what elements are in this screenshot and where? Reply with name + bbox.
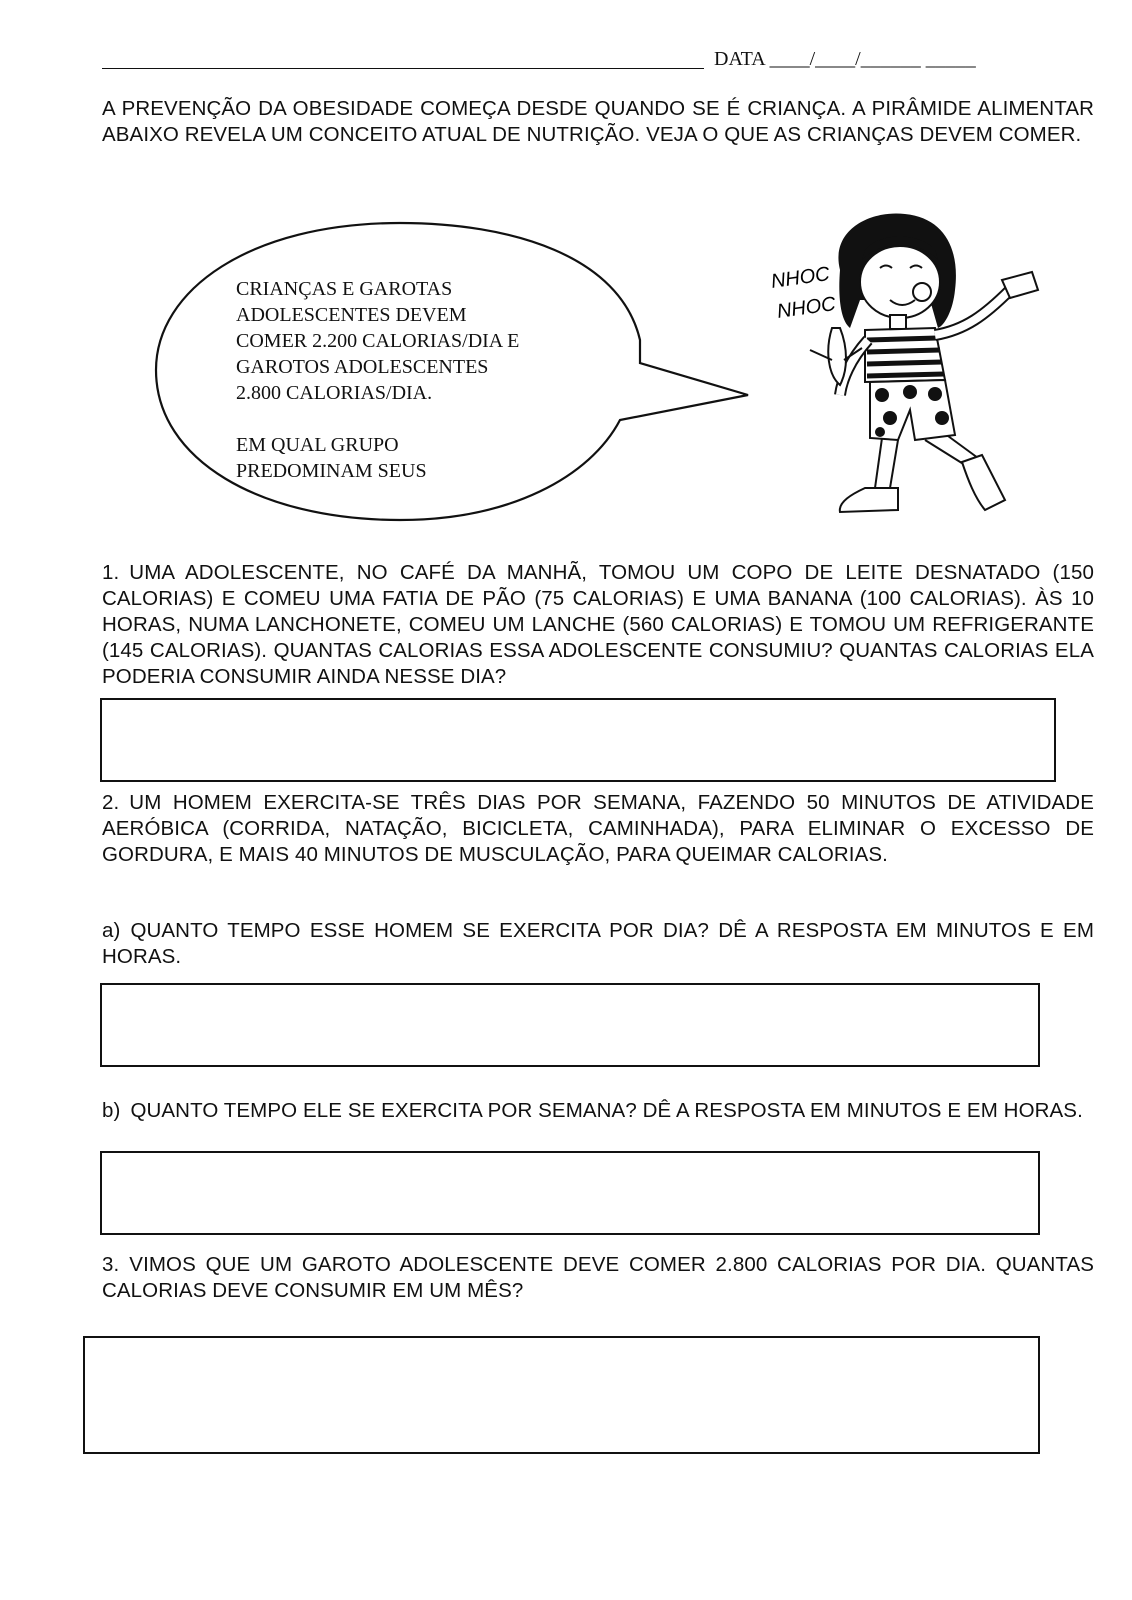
subquestion-label: b) xyxy=(102,1099,121,1122)
bubble-line: CRIANÇAS E GAROTAS xyxy=(236,278,453,300)
answer-box-q2b[interactable] xyxy=(100,1151,1040,1235)
bubble-line: 2.800 CALORIAS/DIA. xyxy=(236,382,433,404)
nhoc-text-2: NHOC xyxy=(775,292,838,323)
bubble-line: COMER 2.200 CALORIAS/DIA E xyxy=(236,330,520,352)
header xyxy=(102,48,1022,74)
question-text: UM HOMEM EXERCITA-SE TRÊS DIAS POR SEMANA, FAZENDO 50 MINUTOS DE ATIVIDADE AERÓBICA (CORRIDA, NATAÇÃO, BICICLETA, CAMINHADA), PARA ELIMINAR O EXCESSO DE GORDURA, E MAIS 40 MINUTOS DE MUSCULAÇÃO, PARA QUEIMAR CALORIAS. xyxy=(102,791,1094,866)
answer-box-q1[interactable] xyxy=(100,698,1056,782)
question-2a xyxy=(102,918,1094,970)
girl-eating-banana-illustration xyxy=(770,210,1060,530)
question-2 xyxy=(102,790,1094,868)
subquestion-label: a) xyxy=(102,919,121,942)
question-number: 1. xyxy=(102,561,120,584)
question-text: VIMOS QUE UM GAROTO ADOLESCENTE DEVE COMER 2.800 CALORIAS POR DIA. QUANTAS CALORIAS DEVE CONSUMIR EM UM MÊS? xyxy=(102,1253,1094,1302)
subquestion-text: QUANTO TEMPO ESSE HOMEM SE EXERCITA POR DIA? DÊ A RESPOSTA EM MINUTOS E EM HORAS. xyxy=(102,919,1094,968)
question-number: 2. xyxy=(102,791,120,814)
bubble-line: EM QUAL GRUPO xyxy=(236,434,399,456)
nhoc-text-1: NHOC xyxy=(770,262,832,293)
bubble-line: PREDOMINAM SEUS xyxy=(236,460,427,482)
question-text: UMA ADOLESCENTE, NO CAFÉ DA MANHÃ, TOMOU UM COPO DE LEITE DESNATADO (150 CALORIAS) E COMEU UMA FATIA DE PÃO (75 CALORIAS) E UMA BANANA (100 CALORIAS). ÀS 10 HORAS, NUMA LANCHONETE, COMEU UM LANCHE (560 CALORIAS) E TOMOU UM REFRIGERANTE (145 CALORIAS). QUANTAS CALORIAS ESSA ADOLESCENTE CONSUMIU? QUANTAS CALORIAS ELA PODERIA CONSUMIR AINDA NESSE DIA? xyxy=(102,561,1094,688)
speech-bubble-text xyxy=(236,276,576,484)
name-line[interactable] xyxy=(102,68,704,69)
question-number: 3. xyxy=(102,1253,120,1276)
subquestion-text: QUANTO TEMPO ELE SE EXERCITA POR SEMANA? DÊ A RESPOSTA EM MINUTOS E EM HORAS. xyxy=(130,1099,1083,1122)
question-1 xyxy=(102,560,1094,690)
bubble-line: GAROTOS ADOLESCENTES xyxy=(236,356,489,378)
intro-paragraph: A PREVENÇÃO DA OBESIDADE COMEÇA DESDE QUANDO SE É CRIANÇA. A PIRÂMIDE ALIMENTAR ABAIXO REVELA UM CONCEITO ATUAL DE NUTRIÇÃO. VEJA O QUE AS CRIANÇAS DEVEM COMER. xyxy=(102,97,1094,146)
question-2b xyxy=(102,1098,1094,1124)
answer-box-q3[interactable] xyxy=(83,1336,1040,1454)
bubble-line: ADOLESCENTES DEVEM xyxy=(236,304,467,326)
question-3 xyxy=(102,1252,1094,1304)
date-label: DATA ____/____/______ _____ xyxy=(714,48,976,70)
answer-box-q2a[interactable] xyxy=(100,983,1040,1067)
